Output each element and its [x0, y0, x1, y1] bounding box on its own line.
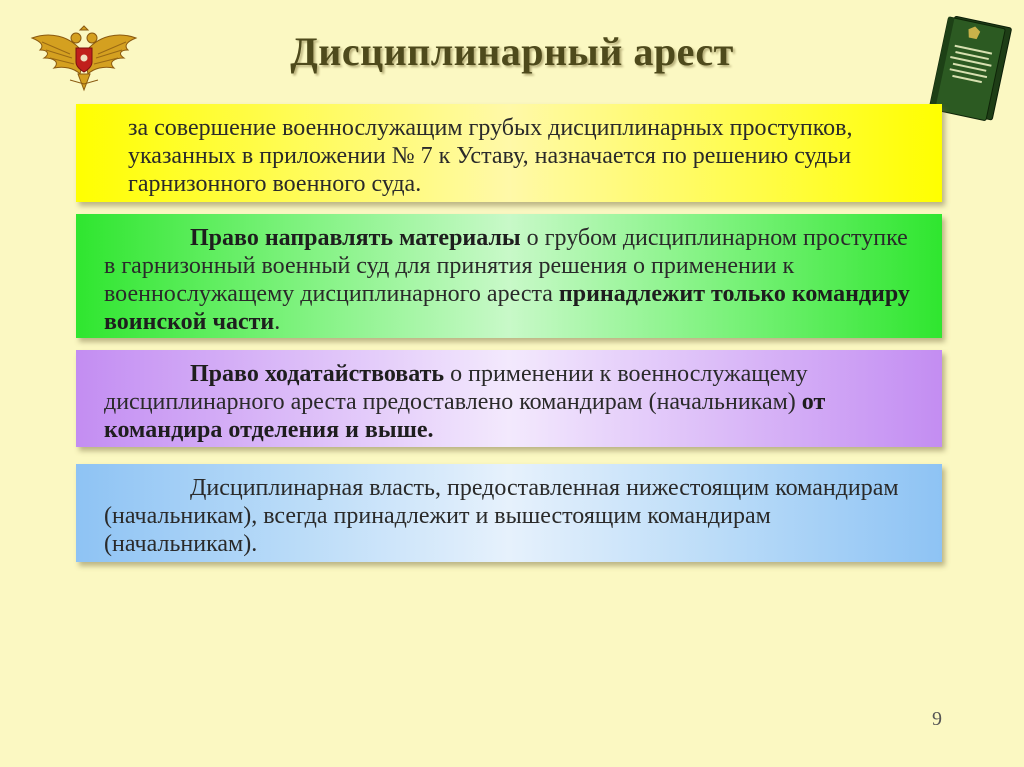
info-box-blue [76, 464, 942, 562]
box3-bold-end: от командира отделения и выше. [104, 389, 826, 443]
box2-bold-start: Право направлять материалы [190, 225, 521, 251]
box3-paragraph [104, 360, 924, 444]
box3-bold-start: Право ходатайствовать [190, 361, 445, 387]
slide-title: Дисциплинарный арест [290, 29, 734, 74]
box4-paragraph [104, 474, 924, 558]
info-box-green [76, 214, 942, 338]
box3-text-middle: о применении к военнослужащему дисциплинарного ареста предоставлено командирам (начальникам) [104, 361, 808, 415]
box2-paragraph [104, 224, 924, 336]
info-box-purple [76, 350, 942, 447]
info-box-yellow [76, 104, 942, 202]
box2-text-end: . [274, 309, 281, 335]
box4-text: Дисциплинарная власть, предоставленная нижестоящим командирам (начальникам), всегда принадлежит и вышестоящим командирам (начальникам). [104, 475, 899, 557]
box1-text: за совершение военнослужащим грубых дисциплинарных проступков, указанных в приложении № 7 к Уставу, назначается по решению судьи гарнизонного военного суда. [128, 115, 853, 197]
box2-bold-end: принадлежит только командиру воинской части [104, 281, 910, 335]
box2-text-middle: о грубом дисциплинарном проступке в гарнизонный военный суд для принятия решения о применении к военнослужащему дисциплинарного ареста [104, 225, 908, 307]
page-number: 9 [932, 708, 942, 730]
